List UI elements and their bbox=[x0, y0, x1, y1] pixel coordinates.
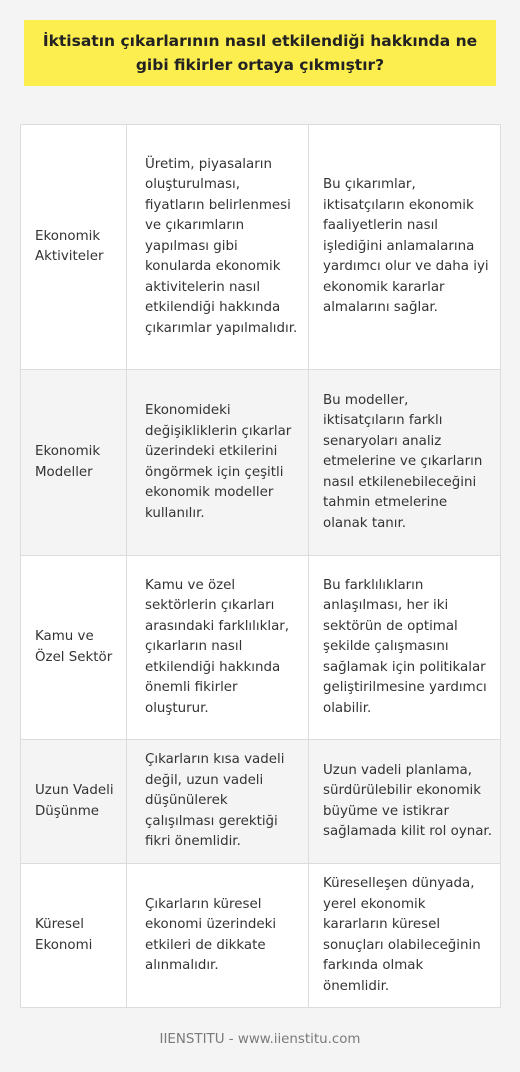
row-label: Küresel Ekonomi bbox=[21, 864, 127, 1008]
row-impact: Bu çıkarımlar, iktisatçıların ekonomik faaliyetlerin nasıl işlediğini anlamalarına yardımcı olur ve daha iyi ekonomik kararlar almalarını sağlar. bbox=[309, 125, 501, 370]
row-impact: Uzun vadeli planlama, sürdürülebilir ekonomik büyüme ve istikrar sağlamada kilit rol oynar. bbox=[309, 740, 501, 864]
row-description: Kamu ve özel sektörlerin çıkarları arasındaki farklılıklar, çıkarların nasıl etkilendiği hakkında önemli fikirler oluşturur. bbox=[127, 556, 309, 740]
row-impact: Küreselleşen dünyada, yerel ekonomik kararların küresel sonuçları olabileceğinin farkında olmak önemlidir. bbox=[309, 864, 501, 1008]
title-banner bbox=[24, 20, 496, 86]
table-row bbox=[21, 740, 501, 864]
table-row bbox=[21, 864, 501, 1008]
page-title: İktisatın çıkarlarının nasıl etkilendiği hakkında ne gibi fikirler ortaya çıkmıştır? bbox=[42, 32, 478, 74]
ideas-table bbox=[20, 124, 501, 1008]
row-label: Ekonomik Aktiviteler bbox=[21, 125, 127, 370]
table-row bbox=[21, 556, 501, 740]
table-row bbox=[21, 370, 501, 556]
row-impact: Bu farklılıkların anlaşılması, her iki sektörün de optimal şekilde çalışmasını sağlamak için politikalar geliştirilmesine yardımcı olabilir. bbox=[309, 556, 501, 740]
row-impact: Bu modeller, iktisatçıların farklı senaryoları analiz etmelerine ve çıkarların nasıl etkilenebileceğini tahmin etmelerine olanak tanır. bbox=[309, 370, 501, 556]
row-description: Ekonomideki değişikliklerin çıkarlar üzerindeki etkilerini öngörmek için çeşitli ekonomik modeller kullanılır. bbox=[127, 370, 309, 556]
table-row bbox=[21, 125, 501, 370]
footer-credit: IIENSTITU - www.iienstitu.com bbox=[159, 1032, 361, 1047]
row-label: Kamu ve Özel Sektör bbox=[21, 556, 127, 740]
row-label: Ekonomik Modeller bbox=[21, 370, 127, 556]
row-label: Uzun Vadeli Düşünme bbox=[21, 740, 127, 864]
row-description: Çıkarların kısa vadeli değil, uzun vadeli düşünülerek çalışılması gerektiği fikri önemlidir. bbox=[127, 740, 309, 864]
row-description: Üretim, piyasaların oluşturulması, fiyatların belirlenmesi ve çıkarımların yapılması gibi konularda ekonomik aktivitelerin nasıl etkilendiği hakkında çıkarımlar yapılmalıdır. bbox=[127, 125, 309, 370]
row-description: Çıkarların küresel ekonomi üzerindeki etkileri de dikkate alınmalıdır. bbox=[127, 864, 309, 1008]
